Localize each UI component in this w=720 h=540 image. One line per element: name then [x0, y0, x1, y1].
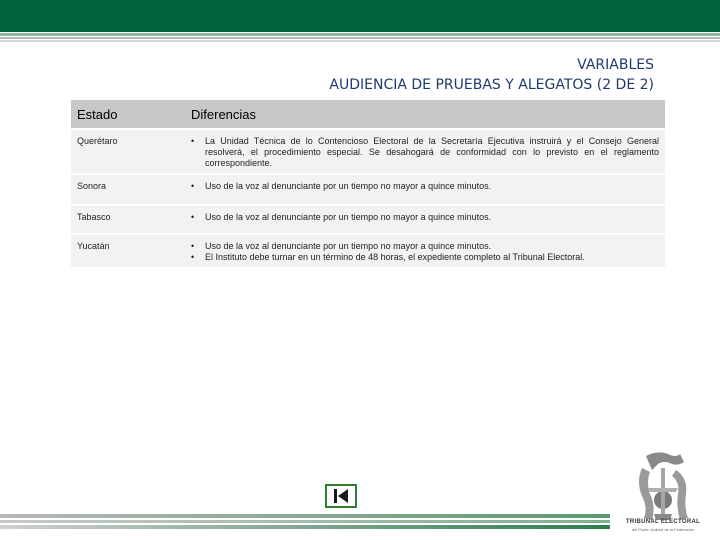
page-title [329, 55, 654, 95]
table-row [71, 235, 665, 267]
title-line-2: AUDIENCIA DE PRUEBAS Y ALEGATOS (2 DE 2) [329, 77, 654, 93]
difference-item: • Uso de la voz al denunciante por un tiempo no mayor a quince minutos. [191, 212, 659, 223]
row-differences [185, 235, 665, 267]
row-differences [185, 130, 665, 173]
difference-item: • Uso de la voz al denunciante por un tiempo no mayor a quince minutos. [191, 181, 659, 192]
row-differences [185, 175, 665, 204]
difference-item: • Uso de la voz al denunciante por un tiempo no mayor a quince minutos. [191, 241, 659, 252]
top-green-bar [0, 0, 720, 32]
row-state: Sonora [71, 175, 185, 204]
table-row [71, 206, 665, 233]
table-row [71, 175, 665, 204]
first-slide-button[interactable] [325, 484, 357, 508]
row-state: Yucatán [71, 235, 185, 267]
header-differences: Diferencias [185, 100, 665, 128]
skip-to-first-icon [331, 488, 351, 504]
bottom-stripes [0, 514, 610, 530]
title-line-1: VARIABLES [577, 57, 654, 73]
row-differences [185, 206, 665, 233]
header-state: Estado [71, 100, 185, 128]
row-state: Tabasco [71, 206, 185, 233]
logo-name: TRIBUNAL ELECTORAL [625, 519, 701, 525]
difference-item: • El Instituto debe turnar en un término de 48 horas, el expediente completo al Tribunal Electoral. [191, 252, 659, 263]
logo-subtitle: del Poder Judicial de la Federación [631, 527, 695, 532]
table-header-row [71, 100, 665, 128]
difference-item: • La Unidad Técnica de lo Contencioso Electoral de la Secretaría Ejecutiva instruirá y el Consejo General resolverá, el procedimiento especial. Se desahogará de conformidad con lo previsto en el reglamento correspondiente. [191, 136, 659, 169]
table-row [71, 130, 665, 173]
differences-table [71, 98, 665, 269]
row-state: Querétaro [71, 130, 185, 173]
top-stripes [0, 33, 720, 43]
